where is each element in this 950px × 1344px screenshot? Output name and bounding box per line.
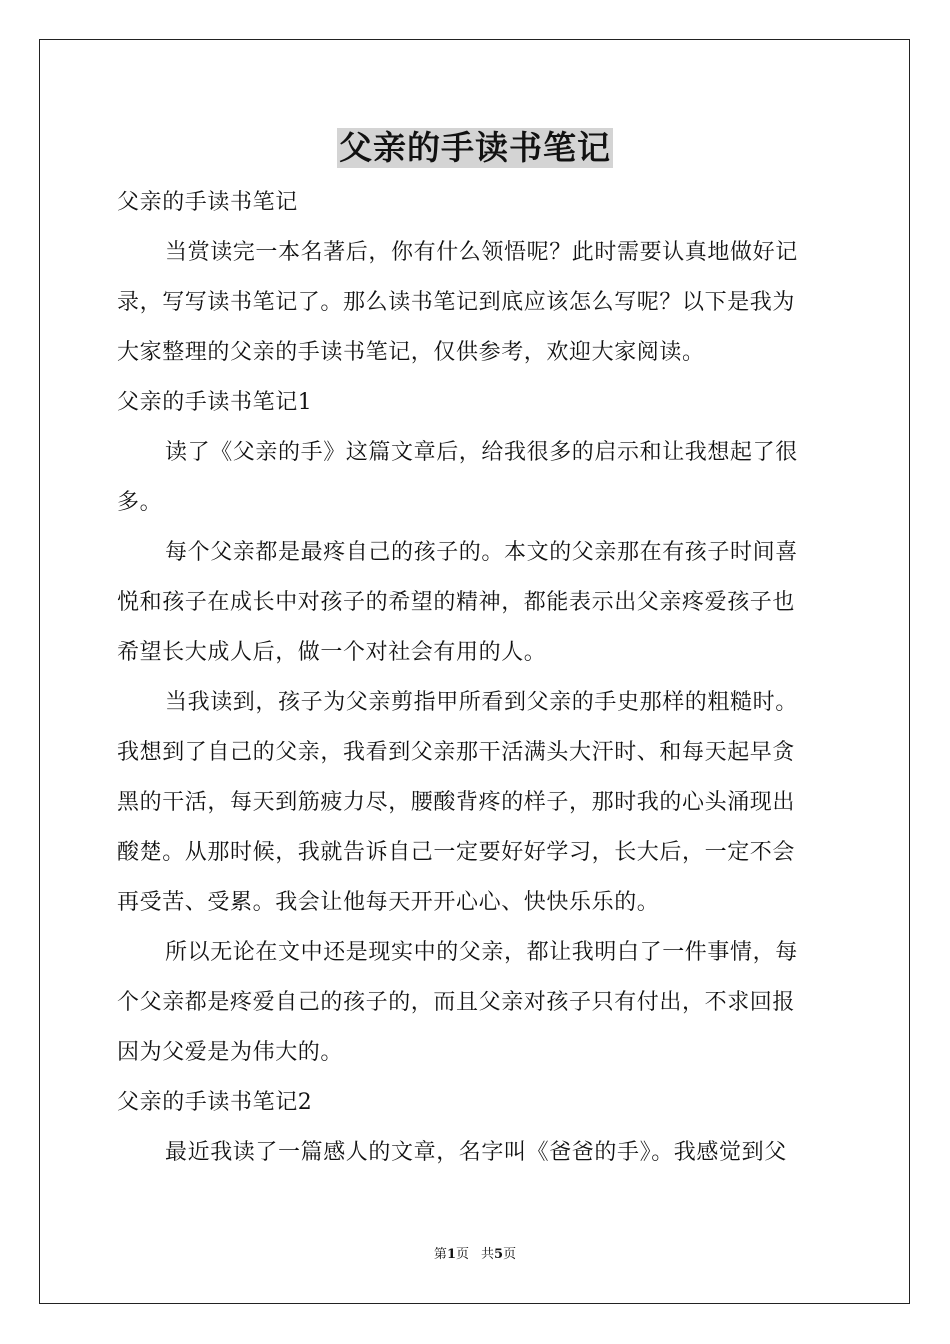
text-line: 个父亲都是疼爱自己的孩子的，而且父亲对孩子只有付出，不求回报 [117, 990, 796, 1015]
document-title-text: 父亲的手读书笔记 [339, 128, 611, 167]
page-prefix: 第 [433, 1247, 447, 1262]
document-title [0, 128, 950, 168]
page-footer [0, 1246, 950, 1264]
text-line: 大家整理的父亲的手读书笔记，仅供参考，欢迎大家阅读。 [117, 340, 705, 365]
text-line: 希望长大成人后，做一个对社会有用的人。 [117, 640, 547, 665]
text-line: 悦和孩子在成长中对孩子的希望的精神，都能表示出父亲疼爱孩子也 [117, 590, 796, 615]
text-line: 多。 [117, 490, 163, 515]
page-number: 1 [446, 1247, 456, 1262]
text-line: 父亲的手读书笔记2 [117, 1090, 313, 1115]
total-prefix: 共 [481, 1247, 495, 1262]
text-line: 黑的干活，每天到筋疲力尽，腰酸背疼的样子，那时我的心头涌现出 [117, 790, 796, 815]
text-line: 最近我读了一篇感人的文章，名字叫《爸爸的手》。我感觉到父 [165, 1140, 787, 1165]
text-line: 父亲的手读书笔记 [117, 190, 298, 215]
text-line: 读了《父亲的手》这篇文章后，给我很多的启示和让我想起了很 [165, 440, 798, 465]
text-line: 录，写写读书笔记了。那么读书笔记到底应该怎么写呢？以下是我为 [117, 290, 796, 315]
text-line: 父亲的手读书笔记1 [117, 390, 313, 415]
total-suffix: 页 [503, 1247, 517, 1262]
text-line: 所以无论在文中还是现实中的父亲，都让我明白了一件事情，每 [165, 940, 798, 965]
text-line: 酸楚。从那时候，我就告诉自己一定要好好学习，长大后，一定不会 [117, 840, 796, 865]
total-pages: 5 [494, 1247, 504, 1262]
text-line: 每个父亲都是最疼自己的孩子的。本文的父亲那在有孩子时间喜 [165, 540, 798, 565]
document-body [117, 178, 833, 1178]
text-line: 我想到了自己的父亲，我看到父亲那干活满头大汗时、和每天起早贪 [117, 740, 796, 765]
page-suffix: 页 [455, 1247, 469, 1262]
text-line: 当我读到，孩子为父亲剪指甲所看到父亲的手史那样的粗糙时。 [165, 690, 798, 715]
text-line: 因为父爱是为伟大的。 [117, 1040, 344, 1065]
text-line: 再受苦、受累。我会让他每天开开心心、快快乐乐的。 [117, 890, 660, 915]
text-line: 当赏读完一本名著后，你有什么领悟呢？此时需要认真地做好记 [165, 240, 798, 265]
